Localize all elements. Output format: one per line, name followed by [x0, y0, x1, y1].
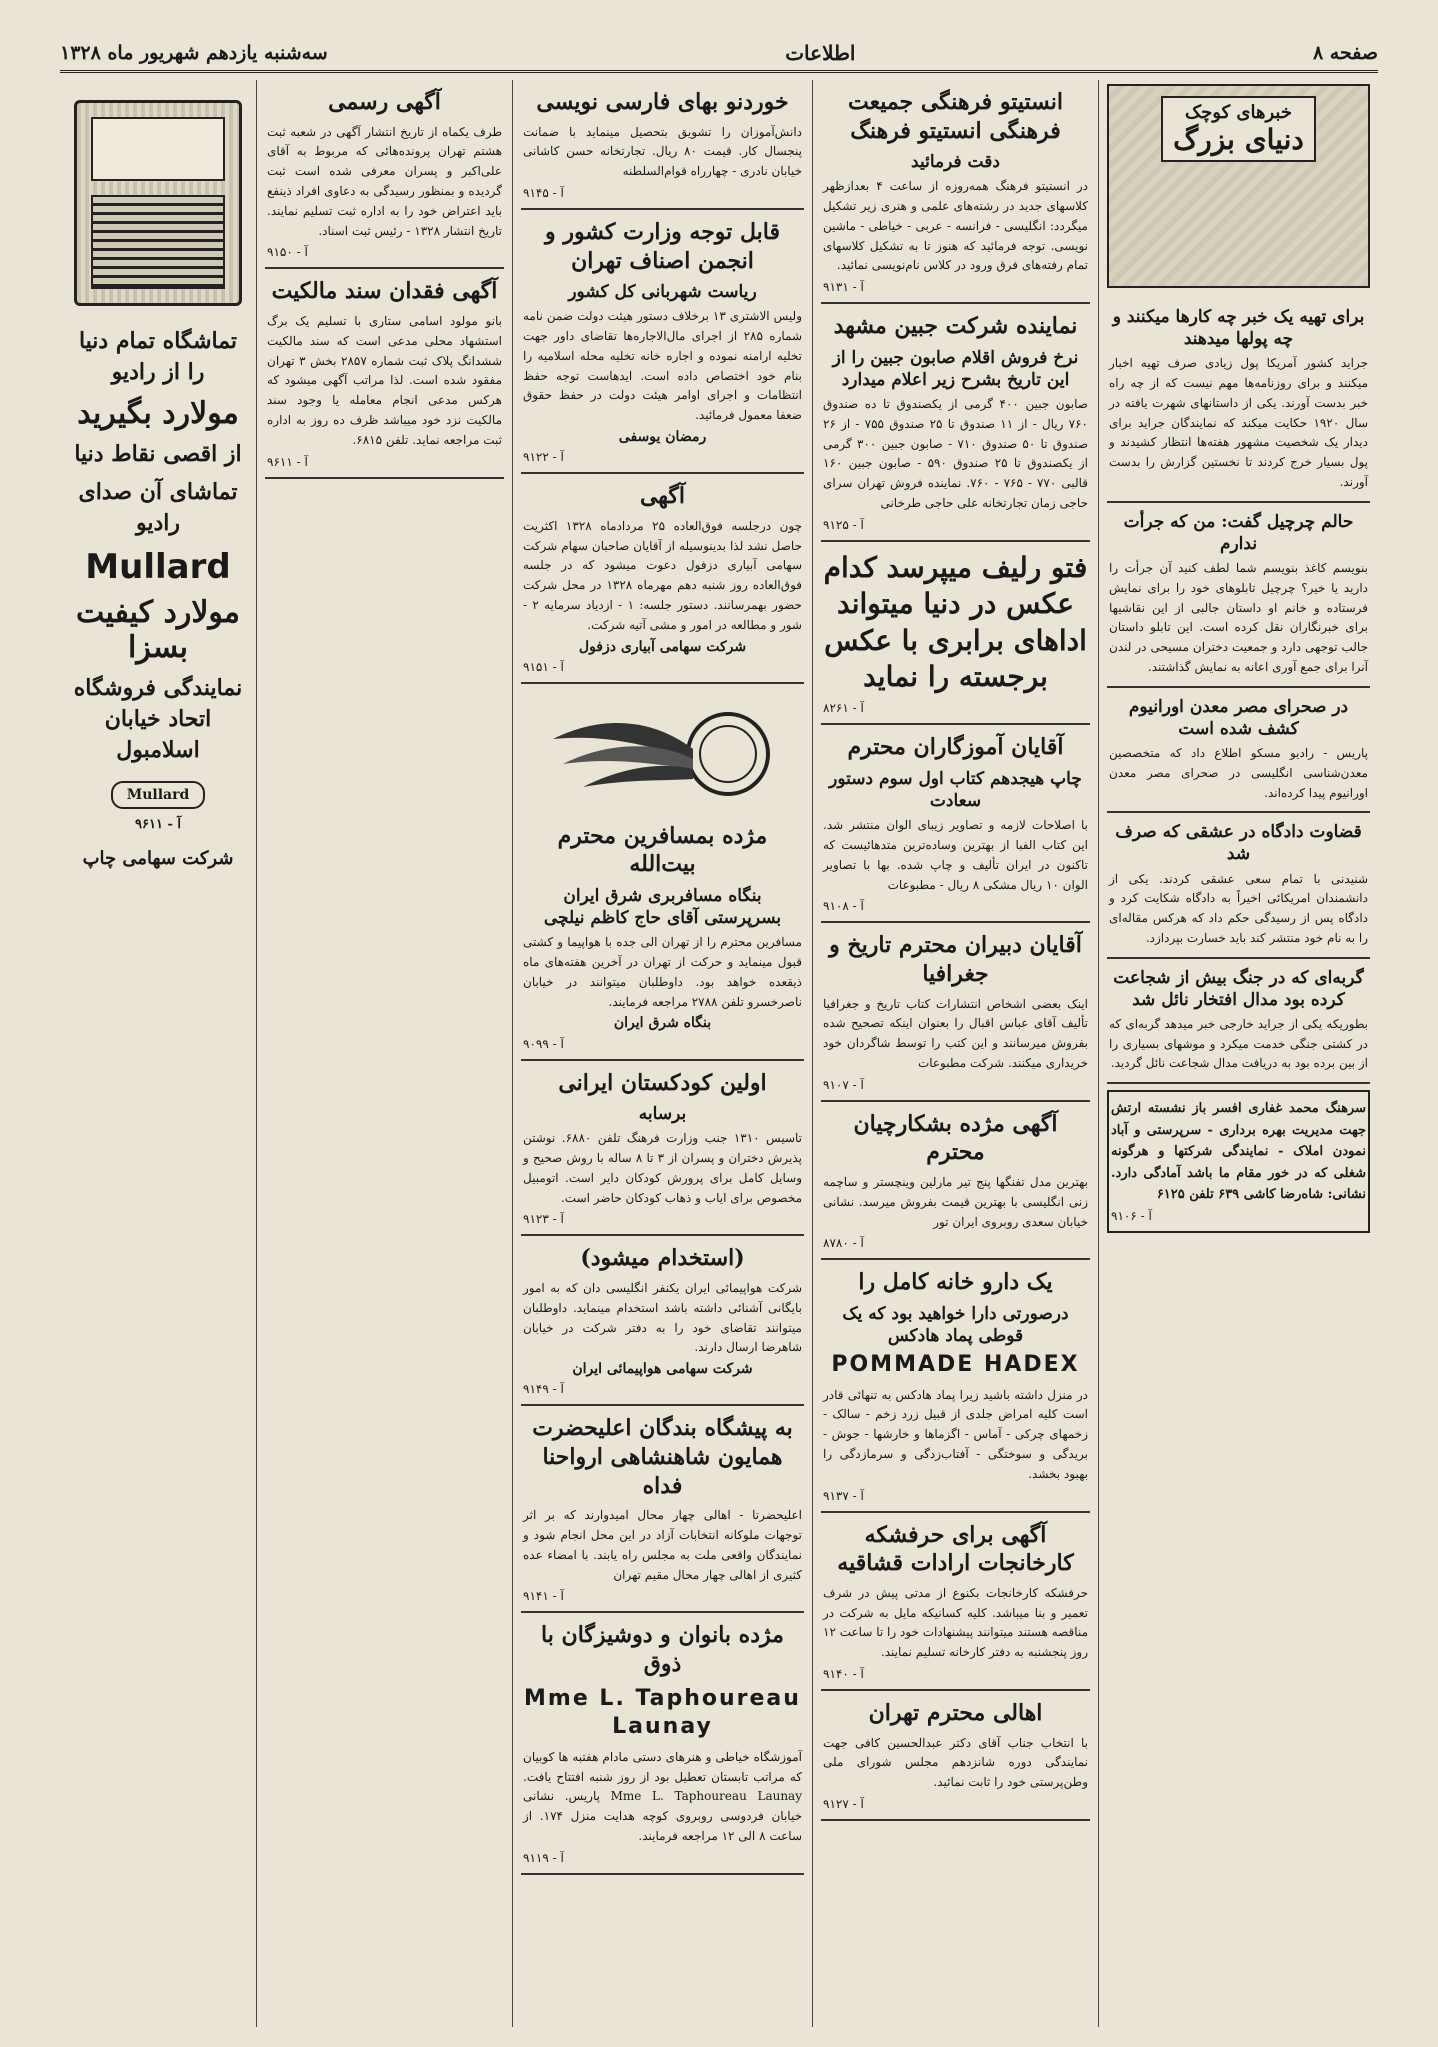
ad-code: آ - ۹۱۲۵ [823, 517, 864, 532]
ad-body: حرفشکه کارخانجات بکنوع از مدتی پیش در شرف تعمیر و بنا میباشد. کلیه کسانیکه مایل به شرکت در مناقصه هستند میتوانند پیشنهادات خود را تا ساعت ۱۲ روز پنجشنبه به دفتر کارخانه تسلیم نمایند. [823, 1585, 1088, 1660]
notice-text: سرهنگ محمد غفاری افسر باز نشسته ارتش جهت مدیریت بهره برداری - سرپرستی و آباد نمودن املاک - نمایندگی شرکتها و هرگونه شغلی که در خور مقام ما باشد آمادگی دارد. نشانی: شاه‌رضا کاشی ۶۳۹ تلفن ۶۱۲۵ [1111, 1101, 1366, 1203]
news-body: پاریس - رادیو مسکو اطلاع داد که متخصصین معدن‌شناسی انگلیسی در صحرای مصر معدن اورانیوم پیدا کرده‌اند. [1109, 745, 1368, 800]
ad-title: مژده بمسافرین محترم بیت‌الله [557, 822, 768, 878]
ad-body: با انتخاب جناب آقای دکتر عبدالحسین کافی جهت نمایندگی دوره شانزدهم مجلس شورای ملی وطن‌پرستی خود را ثابت نمائید. [823, 1735, 1088, 1790]
col2-ad [821, 80, 1090, 304]
ad-title: آگهی فقدان سند مالکیت [271, 278, 498, 305]
ad-title: آقایان آموزگاران محترم [847, 734, 1064, 761]
news-headline: قضاوت دادگاه در عشقی که صرف شد [1115, 822, 1362, 865]
mullard-code: آ - ۹۶۱۱ [135, 817, 181, 833]
mullard-slogan-3: از اقصی نقاط دنیا [74, 440, 242, 467]
mullard-agent: نمایندگی فروشگاه اتحاد خیابان اسلامبول [73, 674, 243, 763]
ad-body: با اصلاحات لازمه و تصاویر زیبای الوان منتشر شد. این کتاب الفبا از بهترین وساده‌ترین متدهائیست که تاکنون در ایران تألیف و چاپ شده. بها با تصاویر الوان ۱۰ ریال مشکی ۸ ریال - مطبوعات [823, 818, 1088, 892]
ad-body: در منزل داشته باشید زیرا پماد هادکس به تنهائی قادر است کلیه امراض جلدی از قبیل زرد زخم - سالک - زخمهای چرکی - آماس - اگزماها و خارشها - جوش - بریدگی و سوختگی - آفتاب‌زدگی و سرمازدگی را بهبود بخشد. [823, 1387, 1088, 1481]
mullard-slogan-1: تماشگاه تمام دنیا را از رادیو [78, 328, 238, 385]
col3-ad [521, 474, 804, 684]
col2-ad [821, 923, 1090, 1101]
news-headline: در صحرای مصر معدن اورانیوم کشف شده است [1128, 696, 1349, 739]
news-headline: گربه‌ای که در جنگ بیش از شجاعت کرده بود مدال افتخار نائل شد [1113, 967, 1364, 1010]
news-item [1107, 813, 1370, 958]
ad-subtitle: بنگاه مسافربری شرق ایران بسرپرستی آقای حاج کاظم نیلچی [543, 885, 782, 929]
mullard-brand-fa: مولارد کیفیت بسزا [76, 594, 240, 665]
col3-ad [521, 1061, 804, 1237]
ad-title: (استخدام میشود) [580, 1245, 745, 1272]
ad-body: آموزشگاه خیاطی و هنرهای دستی مادام هفتبه ها کوبیان که مراتب تابستان تعطیل بود از روز شنبه افتتاح یافت. Mme L. Taphoureau Launay پاریس. نشانی خیابان فردوسی روبروی کوچه هدایت منزل ۱۷۴. از ساعت ۸ الی ۱۲ مراجعه فرمایند. [523, 1749, 803, 1843]
mullard-ad-column [60, 80, 256, 2027]
news-body: بطوریکه یکی از جراید خارجی خبر میدهد گربه‌ای که در کشتی جنگی خدمت میکرد و موشهای بسیاری را از بین برده بود به دریافت مدال شجاعت نائل گردید. [1109, 1016, 1368, 1071]
ad-body: چون درجلسه فوق‌العاده ۲۵ مردادماه ۱۳۲۸ اکثریت حاصل نشد لذا بدینوسیله از آقایان صاحبان سهام شرکت سهامی آبیاری دزفول دعوت میشود که در جلسه فوق‌العاده روز شنبه دهم مهرماه ۱۳۲۸ در محل شرکت حضور بهمرسانند. دستور جلسه: ۱ - ازدیاد سرمایه ۲ - شور و مطالعه در امور و مشی آتیه شرکت. [523, 518, 803, 632]
mullard-slogan-2: مولارد بگیرید [77, 395, 239, 431]
ad-title: به پیشگاه بندگان اعلیحضرت همایون شاهنشاهی ارواحنا فداه [532, 1415, 793, 1499]
col2-ad [821, 542, 1090, 726]
printer-credit: شرکت سهامی چاپ [82, 848, 234, 870]
ad-code: آ - ۹۱۴۱ [523, 1589, 564, 1604]
masthead [60, 36, 1378, 73]
wing-emblem-icon [521, 694, 804, 804]
radio-dial [91, 117, 225, 181]
ad-title: آگهی رسمی [328, 89, 441, 115]
ad-code: آ - ۹۱۵۱ [523, 659, 564, 674]
col2-ad [821, 1513, 1090, 1691]
mullard-logo: Mullard [111, 781, 206, 809]
ad-code: آ - ۹۱۲۳ [523, 1212, 564, 1227]
ad-subtitle: درصورتی دارا خواهید بود که یک قوطی پماد هادکس [842, 1303, 1069, 1346]
ad-code: آ - ۹۰۹۹ [523, 1036, 564, 1051]
notice-box [1107, 1090, 1370, 1233]
ad-code: آ - ۹۱۲۷ [823, 1797, 864, 1812]
ad-title: آگهی [639, 483, 686, 510]
news-box-subtitle: دنیای بزرگ [1173, 123, 1304, 156]
ad-subtitle: برسابه [638, 1104, 687, 1125]
ad-body: بانو مولود اسامی ستاری با تسلیم یک برگ استشهاد محلی مدعی است که سند مالکیت ششدانگ پلاک ثبت شماره ۲۸۵۷ بخش ۳ تهران مفقود شده است. لذا مراتب آگهی میشود که هرکس مدعی انجام معامله یا وجود سند مالکیت نزد خود میباشد ظرف ده روز به اداره ثبت مراجعه نماید. تلفن ۶۸۱۵. [267, 313, 503, 447]
news-item [1107, 959, 1370, 1085]
ad-code: آ - ۹۱۳۷ [823, 1488, 864, 1503]
ad-latin-brand: POMMADE HADEX [831, 1352, 1080, 1378]
ad-code: آ - ۹۱۴۹ [523, 1382, 564, 1397]
ad-subtitle: چاپ هیجدهم کتاب اول سوم دستور سعادت [829, 768, 1082, 812]
news-items [1107, 298, 1370, 1084]
mullard-ad [68, 326, 248, 869]
mullard-brand: Mullard [85, 546, 231, 587]
ad-body: شرکت هواپیمائی ایران یکنفر انگلیسی دان که به امور بایگانی آشنائی داشته باشد استخدام مینماید. داوطلبان میتوانند تقاضای خود را به دفتر شرکت در خیابان شاهرضا ارسال دارند. [523, 1281, 802, 1355]
col2-ad [821, 1691, 1090, 1821]
ad-title: فتو رلیف میپرسد کدام عکس در دنیا میتواند اداهای برابری با عکس برجسته را نماید [823, 550, 1088, 693]
news-headline: برای تهیه یک خبر چه کارها میکنند و چه پولها میدهند [1112, 307, 1365, 350]
col3-ad [521, 210, 804, 474]
news-box-title: خبرهای کوچک [1185, 102, 1292, 123]
col2-ad [821, 725, 1090, 923]
ad-body: مسافرین محترم را از تهران الی جده با هواپیما و کشتی قبول مینماید و حرکت از تهران در آخرین هفته‌های ماه ذیقعده خواهد بود. داوطلبان میتوانند در خیابان ناصرخسرو تلفن ۲۷۸۸ مراجعه فرمایند. [523, 935, 802, 1009]
news-item [1107, 298, 1370, 503]
news-body: بنویسم کاغذ بنویسم شما لطف کنید آن جرأت را دارید یا خیر؟ چرچیل تابلوهای خود را برای نمایش فرستاده و خانم او داستان جالبی از این نقاشیها برای خبرنگاران نقل کرده است. این تابلو داستان جالب توجهی دارد و جمعیت دختران مسیحی در لندن آنرا برای جمع آوری اعانه به نمایش گذاشتند. [1109, 560, 1368, 674]
ad-subtitle: ریاست شهربانی کل کشور [568, 282, 757, 303]
ad-code: آ - ۹۱۱۹ [523, 1850, 564, 1865]
notice-code: آ - ۹۱۰۶ [1111, 1209, 1152, 1224]
ad-code: آ - ۹۱۰۸ [823, 899, 864, 914]
ad-code: آ - ۹۱۲۲ [523, 450, 564, 465]
ad-title: اهالی محترم تهران [868, 1700, 1043, 1727]
ads-column-3 [512, 80, 812, 2027]
news-headline: حالم چرچیل گفت: من که جرأت ندارم [1123, 511, 1354, 554]
ad-code: آ - ۹۱۳۱ [823, 280, 864, 295]
ad-title: اولین کودکستان ایرانی [558, 1069, 767, 1096]
news-column [1098, 80, 1378, 2027]
ad-title: نماینده شرکت جبین مشهد [833, 313, 1078, 340]
mullard-slogan-4: تماشای آن صدای رادیو [78, 479, 238, 537]
ads-column-2 [812, 80, 1098, 2027]
ad-code: آ - ۸۲۶۱ [823, 701, 864, 716]
ad-title: انستیتو فرهنگی جمیعت فرهنگی انستیتو فرهنگ [847, 89, 1063, 144]
ad-body: در انستیتو فرهنگ همه‌روزه از ساعت ۴ بعدازظهر کلاسهای جدید در رشته‌های علمی و هنری زیر تشکیل میگردد: انگلیسی - فرانسه - عربی - خیاطی - ماشین نویسی. توجه فرمائید که هنوز تا به تشکیل کلاسهای تمام رفته‌های فرق ورود در کلاس نام‌نویسی نمائید. [823, 179, 1089, 273]
ad-body: دانش‌آموزان را تشویق بتحصیل مینماید با ضمانت پنجسال کار. قیمت ۸۰ ریال. تجارتخانه حسن کاشانی خیابان نادری - چهارراه قوام‌السلطنه [523, 124, 802, 179]
ad-body: اعلیحضرتا - اهالی چهار محال امیدوارند که بر اثر توجهات ملوکانه انتخابات آزاد در این محل انجام شود و نمایندگان واقعی ملت به مجلس راه یابند. با امضاء عده کثیری از اهالی چهار محال مقیم تهران [523, 1508, 802, 1582]
ad-subtitle: نرخ فروش اقلام صابون جبین را از این تاریخ بشرح زیر اعلام میدارد [832, 347, 1079, 390]
ad-signature: شرکت سهامی هواپیمائی ایران [572, 1361, 753, 1378]
col2-ad [821, 1102, 1090, 1261]
radio-speaker-grill [91, 195, 225, 289]
col3-ad [521, 1406, 804, 1613]
col3-ad [521, 814, 804, 1061]
ad-body: طرف یکماه از تاریخ انتشار آگهی در شعبه ثبت هشتم تهران پرونده‌هائی که مربوط به آقای علی‌اکبر و پسران معرفی شده است ثبت گردیده و بمنظور رسیدگی به دعاوی افراد ذینفع باید اعتراض خود را به اداره ثبت تسلیم نمایند. تاریخ انتشار ۱۳۲۸ - رئیس ثبت اسناد. [267, 124, 502, 238]
ad-latin-brand: Mme L. Taphoureau Launay [524, 1685, 801, 1740]
col2-ad [821, 1260, 1090, 1512]
ad-body: بهترین مدل تفنگها پنج تیر مارلین وینچستر و ساچمه زنی انگلیسی با بهترین قیمت بفروش میرسد. نشانی خیابان سعدی روبروی ایران تور [823, 1174, 1088, 1229]
ad-title: آگهی برای حرفشکه کارخانجات ارادات قشاقیه [837, 1521, 1074, 1577]
issue-date: سه‌شنبه یازدهم شهریور ماه ۱۳۲۸ [60, 42, 328, 64]
col4-ad [265, 269, 504, 478]
ad-code: آ - ۹۱۰۷ [823, 1077, 864, 1092]
news-item [1107, 503, 1370, 688]
ad-signature: بنگاه شرق ایران [613, 1015, 712, 1032]
ad-title: مژده بانوان و دوشیزگان با ذوق [541, 1622, 784, 1677]
ad-code: آ - ۹۶۱۱ [267, 454, 308, 469]
ad-code: آ - ۹۱۴۵ [523, 185, 564, 200]
ad-title: آقایان دبیران محترم تاریخ و جغرافیا [829, 932, 1082, 987]
news-item [1107, 688, 1370, 814]
col3-ad [521, 80, 804, 210]
news-box-illustration [1107, 84, 1370, 288]
ad-signature: شرکت سهامی آبیاری دزفول [578, 638, 747, 655]
ad-code: آ - ۸۷۸۰ [823, 1236, 864, 1251]
ad-code: آ - ۹۱۴۰ [823, 1667, 864, 1682]
paper-name: اطلاعات [785, 41, 856, 65]
news-body: جراید کشور آمریکا پول زیادی صرف تهیه اخبار میکنند و برای روزنامه‌ها مهم نیست که از چه راه خبر بدست آورند. یکی از داستانهای شهرت یافته در سال ۱۹۲۰ حکایت میکند که نمایندگان جراید برای دیدار یک شخصیت مشهور هفته‌ها انتظار کشیدند و پول بسیار خرج کردند تا نخستین گزارش را بدست آورند. [1109, 356, 1369, 489]
news-body: شنیدنی با تمام سعی عشقی کردند. یکی از دانشمندان امریکائی اخیراً به دادگاه شکایت کرد و دادگاه پس از رسیدگی حکم داد که هرکس مقاله‌ای را به نام خود منتشر کند باید خسارت بپردازد. [1109, 871, 1368, 945]
page-number: صفحه ۸ [1312, 42, 1378, 64]
ads-column-4 [256, 80, 512, 2027]
col4-ad [265, 80, 504, 269]
ad-body: اینک بعضی اشخاص انتشارات کتاب تاریخ و جغرافیا تألیف آقای عباس اقبال را بعنوان اینکه تصحیح شده بفروش میرسانند و این کتب را توسط شاگردان خود خریداری میکنند. شرکت مطبوعات [823, 996, 1088, 1070]
ad-code: آ - ۹۱۵۰ [267, 245, 308, 260]
ad-signature: رمضان یوسفی [618, 429, 707, 446]
ad-body: صابون جبین ۴۰۰ گرمی از یکصندوق تا ده صندوق ۷۶۰ ریال - از ۱۱ صندوق تا ۲۵ صندوق ۷۵۵ - از ۲۶ صندوق تا ۵۰ صندوق ۷۱۰ - صابون جبین ۳۰۰ گرمی از یکصندوق تا ۲۵ صندوق ۵۹۰ - صابون جبین ۱۶۰ قالبی ۷۷۰ - ۷۶۵ - ۷۶۰. نماینده فروش تهران سرای حاجی زمان تجارتخانه علی حاجی طرخانی [823, 397, 1089, 511]
col2-ad [821, 304, 1090, 542]
ad-title: آگهی مژده بشکارچیان محترم [853, 1110, 1058, 1166]
ad-subtitle: دقت فرمائید [911, 152, 1000, 173]
col3-ad [521, 1613, 804, 1874]
ad-title: قابل توجه وزارت کشور و انجمن اصناف تهران [545, 218, 780, 274]
ad-body: ولیس الاشتری ۱۳ برخلاف دستور هیئت دولت ضمن نامه شماره ۲۸۵ از اجرای مال‌الاجاره‌ها تقاضای داور جهت تخلیه ارامنه نموده و اجاره خانه تخلیه محله اسلامیه را بنام خود اختصاص داده است. ایدهاست توجه حفظ انتظامات و اجرای اوامر هیئت دولت در حفظ حقوق ضعفا معمول فرمائید. [523, 309, 803, 423]
ad-title: خوردنو بهای فارسی نویسی [536, 89, 789, 115]
ad-title: یک دارو خانه کامل را [858, 1269, 1053, 1296]
radio-illustration [74, 100, 242, 306]
col3-ad [521, 1236, 804, 1406]
ad-body: تاسیس ۱۳۱۰ جنب وزارت فرهنگ تلفن ۶۸۸۰. نوشتن پذیرش دختران و پسران از ۳ تا ۸ ساله با روش صحیح و وسایل کامل برای پرورش کودکان دایر است. اتومبیل مخصوص برای ایاب و ذهاب کودکان حاضر است. [523, 1131, 802, 1205]
